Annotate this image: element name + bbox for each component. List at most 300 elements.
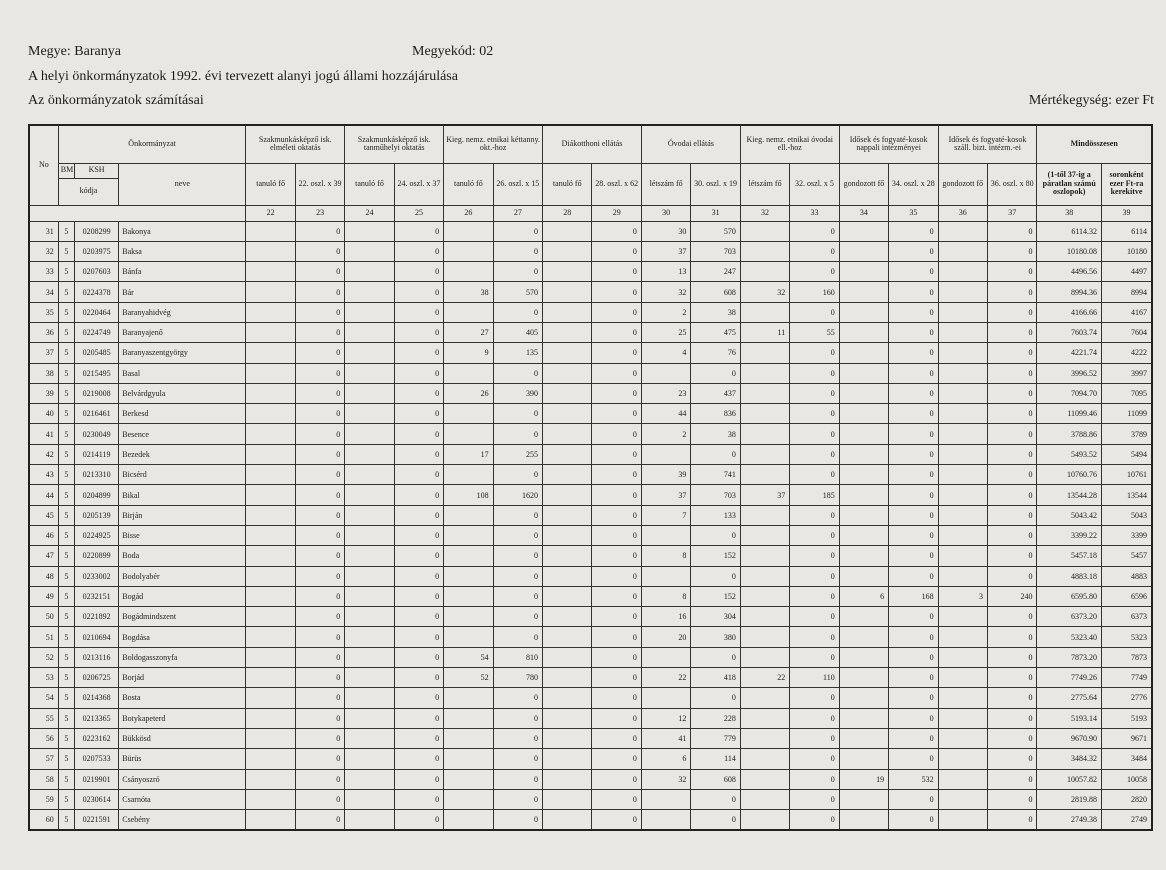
value-cell: 0	[394, 586, 443, 606]
value-cell	[740, 728, 789, 748]
value-cell	[938, 668, 987, 688]
row-number: 54	[29, 688, 58, 708]
total-cell: 7094.70	[1037, 383, 1102, 403]
value-cell	[740, 343, 789, 363]
ksh-code: 0223162	[74, 728, 118, 748]
value-cell	[740, 383, 789, 403]
value-cell	[839, 728, 888, 748]
table-row	[29, 221, 1152, 241]
municipality-name: Baranyahidvég	[119, 302, 246, 322]
total-cell: 3997	[1102, 363, 1152, 383]
value-cell	[938, 566, 987, 586]
value-cell: 0	[790, 302, 839, 322]
value-cell	[246, 627, 295, 647]
bm-code: 5	[58, 505, 74, 525]
value-cell	[345, 789, 394, 809]
sub-header: soronként ezer Ft-ra kerekítve	[1102, 163, 1152, 205]
value-cell: 0	[394, 383, 443, 403]
total-cell: 4221.74	[1037, 343, 1102, 363]
value-cell: 0	[394, 485, 443, 505]
bm-code: 5	[58, 647, 74, 667]
value-cell: 0	[889, 728, 938, 748]
value-cell: 608	[691, 769, 740, 789]
value-cell	[543, 688, 592, 708]
total-cell: 4497	[1102, 262, 1152, 282]
total-cell: 5457.18	[1037, 546, 1102, 566]
total-cell: 3399	[1102, 525, 1152, 545]
municipality-name: Boda	[119, 546, 246, 566]
value-cell: 0	[988, 647, 1037, 667]
value-cell	[345, 485, 394, 505]
value-cell	[839, 749, 888, 769]
value-cell: 0	[790, 241, 839, 261]
value-cell: 0	[889, 668, 938, 688]
value-cell	[246, 241, 295, 261]
value-cell: 0	[988, 322, 1037, 342]
value-cell: 0	[790, 262, 839, 282]
value-cell	[740, 647, 789, 667]
total-cell: 3788.86	[1037, 424, 1102, 444]
value-cell	[938, 383, 987, 403]
value-cell: 0	[988, 546, 1037, 566]
value-cell	[839, 505, 888, 525]
value-cell	[938, 728, 987, 748]
row-number: 57	[29, 749, 58, 769]
value-cell: 0	[592, 322, 641, 342]
table-header	[29, 125, 1152, 221]
value-cell: 0	[493, 688, 542, 708]
value-cell: 0	[592, 546, 641, 566]
value-cell: 0	[790, 688, 839, 708]
value-cell: 0	[493, 465, 542, 485]
value-cell: 0	[592, 525, 641, 545]
value-cell: 0	[790, 749, 839, 769]
value-cell	[839, 789, 888, 809]
ksh-code: 0214119	[74, 444, 118, 464]
value-cell	[345, 586, 394, 606]
table-row	[29, 383, 1152, 403]
value-cell	[641, 363, 690, 383]
value-cell	[246, 404, 295, 424]
value-cell: 0	[790, 221, 839, 241]
value-cell	[839, 607, 888, 627]
value-cell	[444, 302, 493, 322]
group-header-total: Mindösszesen	[1037, 125, 1152, 163]
municipality-name: Borjád	[119, 668, 246, 688]
value-cell: 255	[493, 444, 542, 464]
ksh-code: 0219901	[74, 769, 118, 789]
value-cell	[641, 566, 690, 586]
value-cell: 0	[493, 302, 542, 322]
value-cell: 0	[394, 424, 443, 444]
bm-code: 5	[58, 810, 74, 830]
value-cell: 0	[889, 708, 938, 728]
row-number: 41	[29, 424, 58, 444]
value-cell	[345, 322, 394, 342]
value-cell: 0	[691, 566, 740, 586]
value-cell	[246, 586, 295, 606]
value-cell: 0	[592, 363, 641, 383]
value-cell: 0	[988, 485, 1037, 505]
value-cell: 0	[592, 241, 641, 261]
total-cell: 6596	[1102, 586, 1152, 606]
value-cell: 0	[889, 383, 938, 403]
value-cell: 0	[394, 262, 443, 282]
value-cell	[740, 363, 789, 383]
value-cell	[543, 789, 592, 809]
value-cell: 0	[592, 586, 641, 606]
value-cell	[345, 221, 394, 241]
value-cell: 0	[988, 789, 1037, 809]
municipality-name: Bár	[119, 282, 246, 302]
value-cell	[345, 668, 394, 688]
bm-code: 5	[58, 668, 74, 688]
value-cell	[246, 810, 295, 830]
table-row	[29, 525, 1152, 545]
value-cell: 0	[394, 749, 443, 769]
value-cell: 39	[641, 465, 690, 485]
value-cell	[543, 647, 592, 667]
ksh-code: 0203975	[74, 241, 118, 261]
column-number: 22	[246, 205, 295, 221]
value-cell: 0	[889, 322, 938, 342]
value-cell: 0	[592, 627, 641, 647]
value-cell: 0	[493, 810, 542, 830]
col-header-ksh: KSH	[74, 163, 118, 178]
ksh-code: 0210694	[74, 627, 118, 647]
value-cell: 0	[295, 444, 344, 464]
municipality-name: Baranyajenő	[119, 322, 246, 342]
total-cell: 6373	[1102, 607, 1152, 627]
municipality-name: Bikal	[119, 485, 246, 505]
value-cell: 0	[889, 262, 938, 282]
value-cell	[839, 566, 888, 586]
unit-label: Mértékegység: ezer Ft	[1028, 93, 1154, 108]
value-cell: 0	[295, 363, 344, 383]
value-cell: 0	[295, 525, 344, 545]
value-cell: 32	[641, 769, 690, 789]
ksh-code: 0219008	[74, 383, 118, 403]
total-cell: 13544.28	[1037, 485, 1102, 505]
value-cell: 703	[691, 241, 740, 261]
value-cell: 135	[493, 343, 542, 363]
ksh-code: 0232151	[74, 586, 118, 606]
value-cell: 152	[691, 586, 740, 606]
value-cell	[246, 728, 295, 748]
value-cell	[345, 566, 394, 586]
value-cell	[543, 424, 592, 444]
sub-header: 24. oszl. x 37	[394, 163, 443, 205]
value-cell	[641, 810, 690, 830]
sub-header: 32. oszl. x 5	[790, 163, 839, 205]
row-number: 53	[29, 668, 58, 688]
value-cell	[444, 586, 493, 606]
value-cell	[444, 810, 493, 830]
value-cell	[246, 769, 295, 789]
value-cell: 0	[295, 708, 344, 728]
value-cell: 0	[592, 302, 641, 322]
sub-header: 34. oszl. x 28	[889, 163, 938, 205]
bm-code: 5	[58, 607, 74, 627]
value-cell: 152	[691, 546, 740, 566]
value-cell: 0	[889, 505, 938, 525]
value-cell	[740, 241, 789, 261]
municipality-name: Boldogasszonyfa	[119, 647, 246, 667]
value-cell	[246, 444, 295, 464]
value-cell	[444, 404, 493, 424]
value-cell	[938, 789, 987, 809]
value-cell: 0	[394, 343, 443, 363]
value-cell: 570	[493, 282, 542, 302]
municipality-name: Bükkösd	[119, 728, 246, 748]
value-cell: 0	[790, 465, 839, 485]
value-cell: 0	[790, 789, 839, 809]
value-cell: 0	[988, 262, 1037, 282]
ksh-code: 0224749	[74, 322, 118, 342]
value-cell: 0	[592, 749, 641, 769]
value-cell	[839, 404, 888, 424]
total-cell: 2820	[1102, 789, 1152, 809]
municipality-name: Csányoszró	[119, 769, 246, 789]
value-cell	[345, 363, 394, 383]
value-cell: 0	[592, 728, 641, 748]
value-cell	[543, 322, 592, 342]
group-header: Diákotthoni ellátás	[543, 125, 642, 163]
value-cell	[345, 708, 394, 728]
value-cell	[839, 708, 888, 728]
bm-code: 5	[58, 221, 74, 241]
bm-code: 5	[58, 322, 74, 342]
value-cell: 0	[988, 627, 1037, 647]
value-cell: 0	[988, 708, 1037, 728]
row-number: 37	[29, 343, 58, 363]
value-cell	[444, 525, 493, 545]
value-cell: 0	[592, 708, 641, 728]
value-cell	[345, 383, 394, 403]
value-cell: 0	[790, 708, 839, 728]
value-cell: 2	[641, 302, 690, 322]
value-cell: 0	[394, 363, 443, 383]
value-cell	[246, 505, 295, 525]
value-cell: 0	[493, 505, 542, 525]
value-cell: 3	[938, 586, 987, 606]
municipality-name: Bezedek	[119, 444, 246, 464]
value-cell: 0	[889, 627, 938, 647]
value-cell: 0	[394, 525, 443, 545]
value-cell	[740, 465, 789, 485]
value-cell: 38	[444, 282, 493, 302]
value-cell: 0	[889, 241, 938, 261]
value-cell: 703	[691, 485, 740, 505]
value-cell: 0	[889, 607, 938, 627]
value-cell	[345, 343, 394, 363]
value-cell: 0	[988, 343, 1037, 363]
value-cell: 810	[493, 647, 542, 667]
value-cell	[444, 789, 493, 809]
value-cell	[839, 444, 888, 464]
group-header: Idősek és fogyaté-kosok nappali intézményei	[839, 125, 938, 163]
sub-header: tanuló fő	[246, 163, 295, 205]
table-row	[29, 485, 1152, 505]
value-cell	[345, 810, 394, 830]
value-cell: 0	[988, 424, 1037, 444]
value-cell: 12	[641, 708, 690, 728]
group-header: Kieg. nemz. etnikai kéttanny. okt.-hoz	[444, 125, 543, 163]
bm-code: 5	[58, 728, 74, 748]
value-cell	[641, 525, 690, 545]
total-cell: 7603.74	[1037, 322, 1102, 342]
value-cell	[938, 465, 987, 485]
value-cell	[938, 404, 987, 424]
value-cell: 0	[394, 221, 443, 241]
value-cell: 0	[988, 749, 1037, 769]
bm-code: 5	[58, 282, 74, 302]
table-row	[29, 505, 1152, 525]
bm-code: 5	[58, 627, 74, 647]
value-cell	[444, 728, 493, 748]
bm-code: 5	[58, 566, 74, 586]
value-cell	[345, 647, 394, 667]
value-cell: 8	[641, 546, 690, 566]
value-cell: 836	[691, 404, 740, 424]
value-cell: 0	[493, 241, 542, 261]
value-cell: 0	[295, 404, 344, 424]
value-cell	[938, 221, 987, 241]
total-cell: 5494	[1102, 444, 1152, 464]
value-cell: 0	[394, 627, 443, 647]
row-number: 36	[29, 322, 58, 342]
value-cell: 0	[295, 789, 344, 809]
value-cell	[543, 668, 592, 688]
value-cell: 0	[592, 769, 641, 789]
value-cell: 0	[790, 444, 839, 464]
bm-code: 5	[58, 424, 74, 444]
value-cell	[345, 769, 394, 789]
value-cell: 38	[691, 424, 740, 444]
value-cell: 114	[691, 749, 740, 769]
total-cell: 10057.82	[1037, 769, 1102, 789]
municipality-name: Bicsérd	[119, 465, 246, 485]
value-cell: 0	[295, 241, 344, 261]
value-cell	[938, 505, 987, 525]
value-cell: 0	[988, 607, 1037, 627]
value-cell	[740, 586, 789, 606]
value-cell	[938, 627, 987, 647]
value-cell: 6	[839, 586, 888, 606]
column-number: 26	[444, 205, 493, 221]
row-number: 59	[29, 789, 58, 809]
value-cell	[543, 221, 592, 241]
value-cell: 0	[988, 383, 1037, 403]
value-cell	[740, 627, 789, 647]
total-cell: 3484	[1102, 749, 1152, 769]
value-cell	[740, 607, 789, 627]
value-cell	[938, 424, 987, 444]
value-cell: 0	[988, 465, 1037, 485]
value-cell: 0	[295, 607, 344, 627]
value-cell	[543, 546, 592, 566]
ksh-code: 0215495	[74, 363, 118, 383]
row-number: 48	[29, 566, 58, 586]
value-cell	[246, 485, 295, 505]
bm-code: 5	[58, 383, 74, 403]
table-row	[29, 444, 1152, 464]
value-cell: 0	[493, 749, 542, 769]
value-cell: 0	[988, 221, 1037, 241]
municipality-name: Bosta	[119, 688, 246, 708]
value-cell: 0	[394, 708, 443, 728]
value-cell	[839, 525, 888, 545]
value-cell	[246, 647, 295, 667]
value-cell: 0	[295, 627, 344, 647]
value-cell: 0	[295, 546, 344, 566]
value-cell	[543, 749, 592, 769]
row-number: 55	[29, 708, 58, 728]
value-cell: 437	[691, 383, 740, 403]
row-number: 56	[29, 728, 58, 748]
value-cell: 0	[592, 688, 641, 708]
value-cell	[345, 546, 394, 566]
value-cell	[938, 607, 987, 627]
table-row	[29, 241, 1152, 261]
county-code-label: Megyekód: 02	[412, 44, 494, 59]
value-cell: 37	[641, 241, 690, 261]
value-cell	[345, 688, 394, 708]
value-cell: 0	[889, 363, 938, 383]
municipality-name: Besence	[119, 424, 246, 444]
value-cell: 247	[691, 262, 740, 282]
value-cell: 0	[295, 749, 344, 769]
row-number: 47	[29, 546, 58, 566]
value-cell: 0	[295, 586, 344, 606]
total-cell: 5323	[1102, 627, 1152, 647]
value-cell: 0	[691, 789, 740, 809]
value-cell	[938, 282, 987, 302]
column-number: 29	[592, 205, 641, 221]
value-cell	[740, 302, 789, 322]
value-cell: 0	[691, 647, 740, 667]
value-cell	[246, 262, 295, 282]
value-cell	[938, 322, 987, 342]
value-cell	[839, 383, 888, 403]
municipality-name: Bodolyabér	[119, 566, 246, 586]
value-cell	[543, 444, 592, 464]
value-cell: 0	[988, 728, 1037, 748]
table-row	[29, 789, 1152, 809]
value-cell: 20	[641, 627, 690, 647]
value-cell	[740, 444, 789, 464]
value-cell: 0	[295, 383, 344, 403]
value-cell: 0	[592, 566, 641, 586]
bm-code: 5	[58, 241, 74, 261]
value-cell: 0	[889, 465, 938, 485]
ksh-code: 0205485	[74, 343, 118, 363]
value-cell: 0	[493, 728, 542, 748]
table-row	[29, 728, 1152, 748]
value-cell: 0	[394, 769, 443, 789]
value-cell	[444, 769, 493, 789]
sub-header: (1-től 37-ig a páratlan számú oszlopok)	[1037, 163, 1102, 205]
total-cell: 10058	[1102, 769, 1152, 789]
total-cell: 2749	[1102, 810, 1152, 830]
value-cell: 0	[790, 607, 839, 627]
value-cell: 0	[790, 404, 839, 424]
ksh-code: 0216461	[74, 404, 118, 424]
value-cell	[246, 668, 295, 688]
row-number: 60	[29, 810, 58, 830]
total-cell: 13544	[1102, 485, 1152, 505]
value-cell: 0	[592, 668, 641, 688]
